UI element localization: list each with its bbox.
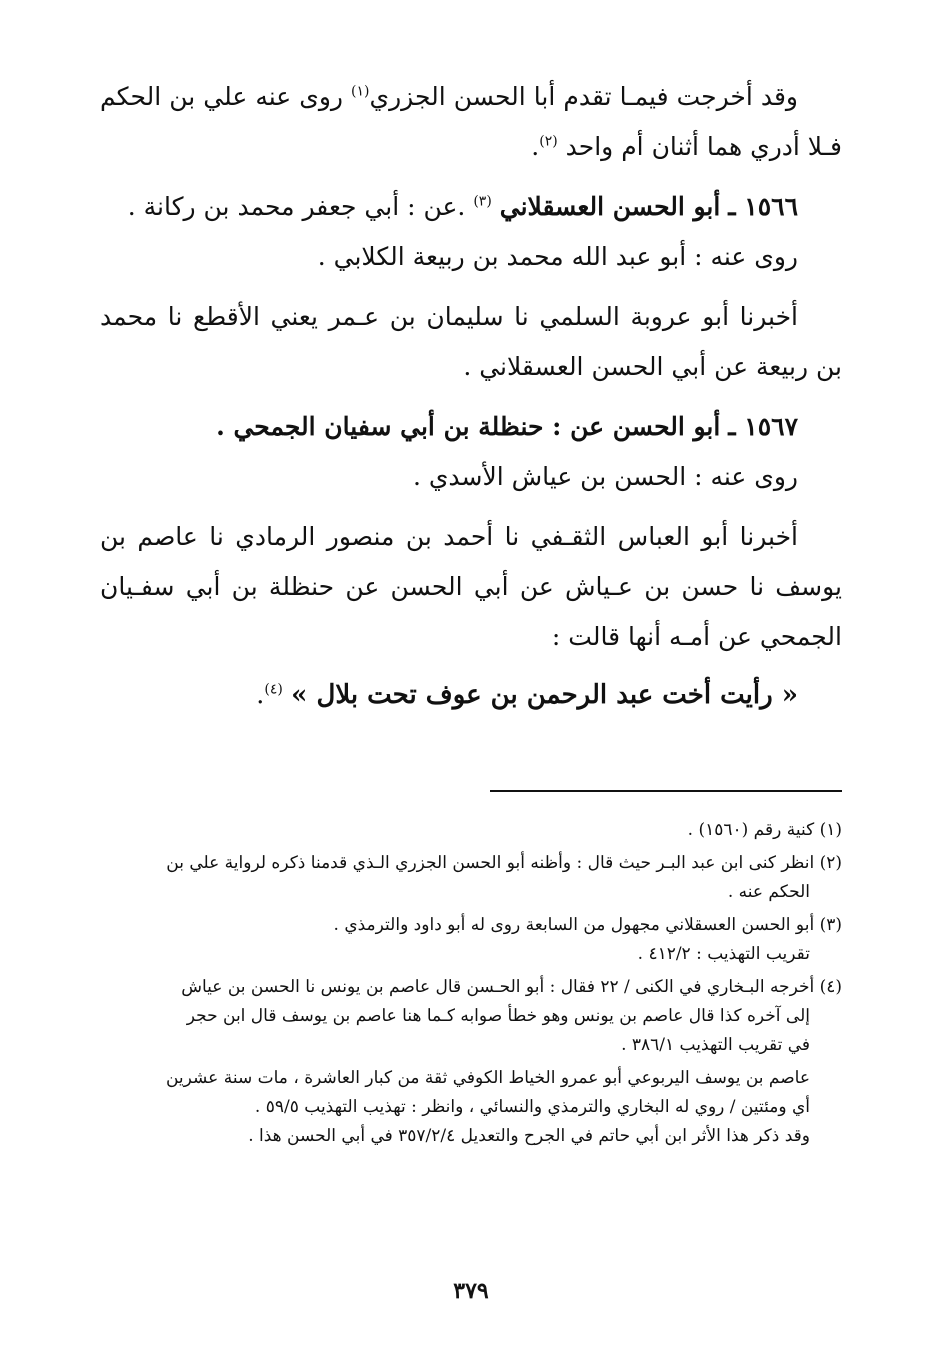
footnote-4: (٤) أخرجه البـخاري في الكنى / ٢٢ فقال : أبو الحـسن قال عاصم بن يونس نا الحسن بن عياش (181, 977, 842, 997)
intro-text-2: روى عنه علي بن الحكم فـلا أدري هما أثنان أم واحد (100, 82, 842, 161)
footnote-3: (٣) أبو الحسن العسقلاني مجهول من السابعة روى له أبو داود والترمذي . (333, 915, 842, 935)
footnote-4-detail-3: وقد ذكر هذا الأثر ابن أبي حاتم في الجرح والتعديل ٣٥٧/٢/٤ في أبي الحسن هذا . (248, 1126, 810, 1146)
footnote-ref-2[interactable]: (٢) (539, 133, 558, 150)
footnote-ref-4[interactable]: (٤) (264, 681, 283, 698)
entry-1566-heading (100, 182, 842, 232)
intro-end: . (531, 132, 540, 161)
entry-1567-heading (100, 402, 842, 452)
quote-end: . (256, 680, 265, 710)
footnote-1: (١) كنية رقم (١٥٦٠) . (687, 820, 842, 840)
footnote-separator (490, 790, 842, 792)
footnotes (100, 812, 842, 1151)
footnote-4-continued-2: في تقريب التهذيب ٣٨٦/١ . (621, 1035, 810, 1055)
entry-1566-isnad: أخبرنا أبو عروبة السلمي نا سليمان بن عـمر يعني الأقطع نا محمد بن ربيعة عن أبي الحسن العسقلاني . (100, 302, 842, 381)
footnote-2-continued: الحكم عنه . (727, 882, 810, 902)
paragraph-intro (100, 72, 842, 172)
entry-title: أبو الحسن عن : حنظلة بن أبي سفيان الجمحي . (216, 412, 721, 441)
main-text (100, 72, 842, 720)
footnote-4-detail-1: عاصم بن يوسف اليربوعي أبو عمرو الخياط الكوفي ثقة من كبار العاشرة ، مات سنة عشرين (165, 1068, 810, 1088)
footnote-2: (٢) انظر كنى ابن عبد البـر حيث قال : وأظنه أبو الحسن الجزري الـذي قدمنا ذكره لرواية علي بن (166, 853, 842, 873)
footnote-4-detail-2: أي ومئتين / روي له البخاري والترمذي والنسائي ، وانظر : تهذيب التهذيب ٥٩/٥ . (254, 1097, 810, 1117)
entry-teacher: .عن : أبي جعفر محمد بن ركانة . (127, 192, 474, 221)
page-content (100, 72, 842, 1356)
entry-1567-narrator: روى عنه : الحسن بن عياش الأسدي . (412, 462, 798, 491)
quote-text: « رأيت أخت عبد الرحمن بن عوف تحت بلال » (291, 680, 798, 710)
footnote-ref-3[interactable]: (٣) (473, 193, 492, 210)
footnote-ref-1[interactable]: (١) (351, 83, 370, 100)
entry-title: أبو الحسن العسقلاني (499, 192, 721, 221)
footnote-3-continued: تقريب التهذيب : ٤١٢/٢ . (637, 944, 810, 964)
entry-number: ١٥٦٧ ـ (728, 412, 798, 441)
intro-text: وقد أخرجت فيمـا تقدم أبا الحسن الجزري (369, 82, 798, 111)
entry-1566-narrator: روى عنه : أبو عبد الله محمد بن ربيعة الكلابي . (317, 242, 798, 271)
quoted-narration (100, 670, 842, 720)
footnote-4-continued-1: إلى آخره كذا قال عاصم بن يونس وهو خطأ صوابه كـما هنا عاصم بن يوسف قال ابن حجر (186, 1006, 810, 1026)
entry-1567-isnad: أخبرنا أبو العباس الثقـفي نا أحمد بن منصور الرمادي نا عاصم بن يوسف نا حسن بن عـياش عن أبي الحسن عن حنظلة بن أبي سفـيان الجمحي عن أمـه أنها قالت : (100, 522, 842, 651)
entry-number: ١٥٦٦ ـ (728, 192, 798, 221)
page-number: ٣٧٩ (453, 1278, 489, 1304)
